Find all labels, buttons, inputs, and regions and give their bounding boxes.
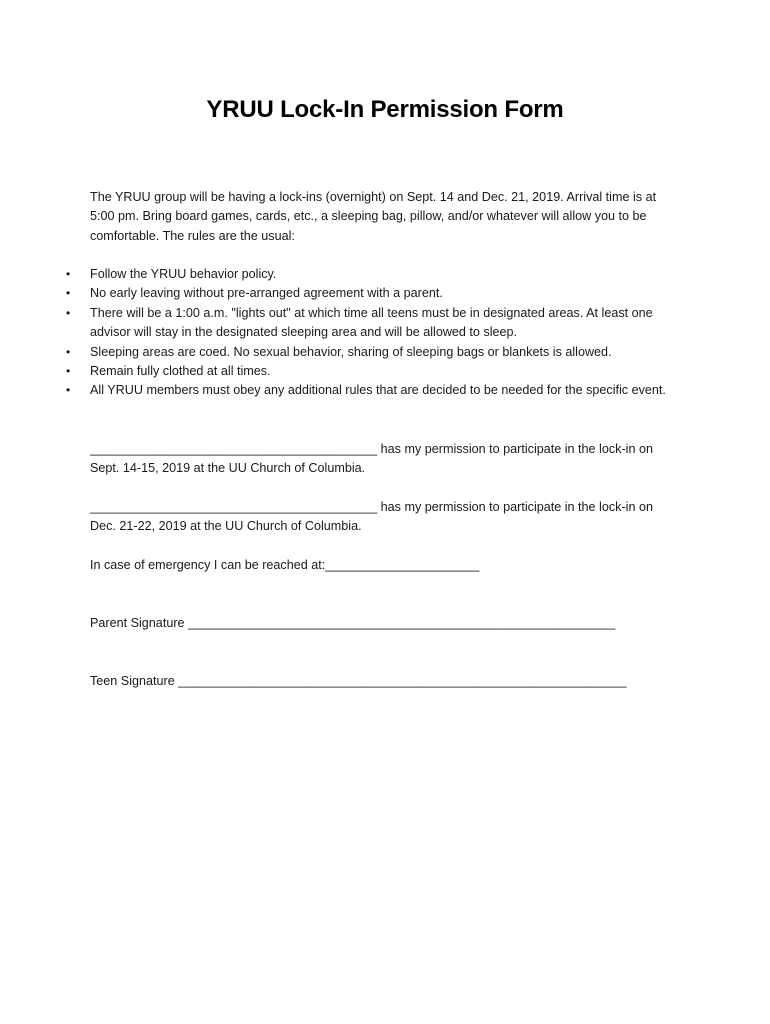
bullet-icon: • <box>66 383 71 398</box>
emergency-contact-field[interactable]: In case of emergency I can be reached at:______________________ <box>90 558 480 572</box>
rule-text: Remain fully clothed at all times. <box>90 364 271 379</box>
page-title: YRUU Lock-In Permission Form <box>206 96 564 123</box>
permission-dec-field[interactable]: _________________________________________ has my permission to participate in the lock-in on Dec. 21-22, 2019 at the UU Church of Columbia. <box>90 500 653 534</box>
rules-list <box>66 265 682 401</box>
rule-item <box>66 265 682 284</box>
teen-signature-field[interactable]: Teen Signature ________________________________________________________________ <box>90 674 627 688</box>
rule-text: There will be a 1:00 a.m. "lights out" at which time all teens must be in designated areas. At least one advisor will stay in the designated sleeping area and will be allowed to sleep. <box>90 305 653 340</box>
bullet-icon: • <box>66 267 71 281</box>
rule-text: No early leaving without pre-arranged agreement with a parent. <box>90 286 443 301</box>
bullet-icon: • <box>66 344 71 359</box>
rule-text: Follow the YRUU behavior policy. <box>90 267 277 281</box>
rule-item <box>66 343 682 362</box>
bullet-icon: • <box>66 305 71 320</box>
bullet-icon: • <box>66 286 71 301</box>
parent-signature-field[interactable]: Parent Signature _____________________________________________________________ <box>90 616 616 630</box>
rule-item <box>66 381 682 400</box>
rule-text: All YRUU members must obey any additional rules that are decided to be needed for the specific event. <box>90 383 666 398</box>
rule-item <box>66 284 682 303</box>
permission-sept-field[interactable]: _________________________________________ has my permission to participate in the lock-in on Sept. 14-15, 2019 at the UU Church of Columbia. <box>90 442 653 476</box>
rule-item <box>66 362 682 381</box>
bullet-icon: • <box>66 364 71 379</box>
rule-text: Sleeping areas are coed. No sexual behavior, sharing of sleeping bags or blankets is allowed. <box>90 344 612 359</box>
rule-item <box>66 304 682 343</box>
intro-paragraph: The YRUU group will be having a lock-ins (overnight) on Sept. 14 and Dec. 21, 2019. Arrival time is at 5:00 pm. Bring board games, cards, etc., a sleeping bag, pillow, and/or whatever will allow you to be comfortable. The rules are the usual: <box>90 190 657 243</box>
